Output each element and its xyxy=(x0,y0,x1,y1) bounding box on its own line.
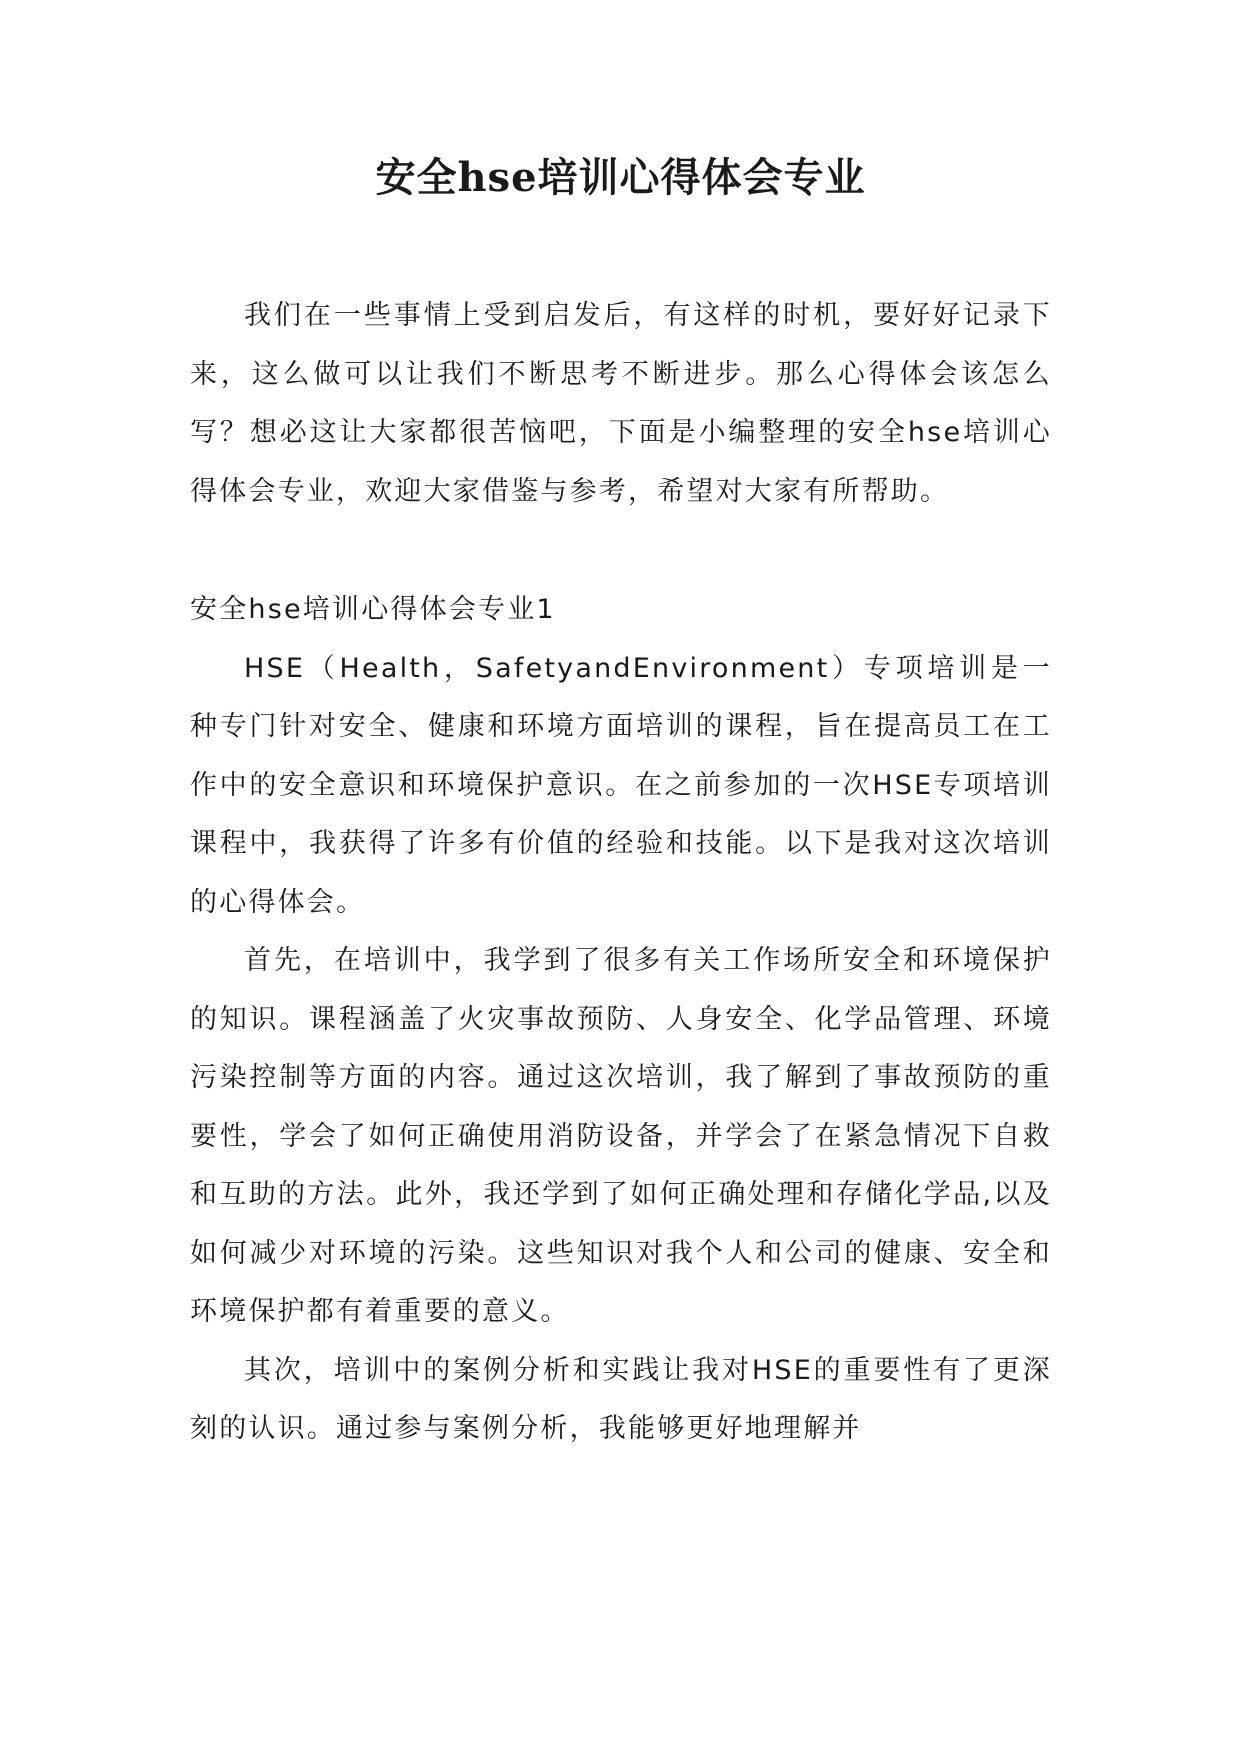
document-title: 安全hse培训心得体会专业 xyxy=(375,154,866,201)
intro-paragraph: 我们在一些事情上受到启发后，有这样的时机，要好好记录下来，这么做可以让我们不断思考不断进步。那么心得体会该怎么写？想必这让大家都很苦恼吧，下面是小编整理的安全hse培训心得体会专业，欢迎大家借鉴与参考，希望对大家有所帮助。 xyxy=(190,300,1052,507)
section-heading: 安全hse培训心得体会专业1 xyxy=(190,594,556,625)
body-paragraph: 首先，在培训中，我学到了很多有关工作场所安全和环境保护的知识。课程涵盖了火灾事故预防、人身安全、化学品管理、环境污染控制等方面的内容。通过这次培训，我了解到了事故预防的重要性，学会了如何正确使用消防设备，并学会了在紧急情况下自救和互助的方法。此外，我还学到了如何正确处理和存储化学品,以及如何减少对环境的污染。这些知识对我个人和公司的健康、安全和环境保护都有着重要的意义。 xyxy=(190,945,1052,1327)
body-paragraph: 其次，培训中的案例分析和实践让我对HSE的重要性有了更深刻的认识。通过参与案例分析，我能够更好地理解并 xyxy=(190,1354,1052,1444)
section-gap xyxy=(190,521,1052,581)
document-body xyxy=(190,287,1052,1459)
body-paragraph: HSE（Health，SafetyandEnvironment）专项培训是一种专门针对安全、健康和环境方面培训的课程，旨在提高员工在工作中的安全意识和环境保护意识。在之前参加的一次HSE专项培训课程中，我获得了许多有价值的经验和技能。以下是我对这次培训的心得体会。 xyxy=(190,652,1052,918)
